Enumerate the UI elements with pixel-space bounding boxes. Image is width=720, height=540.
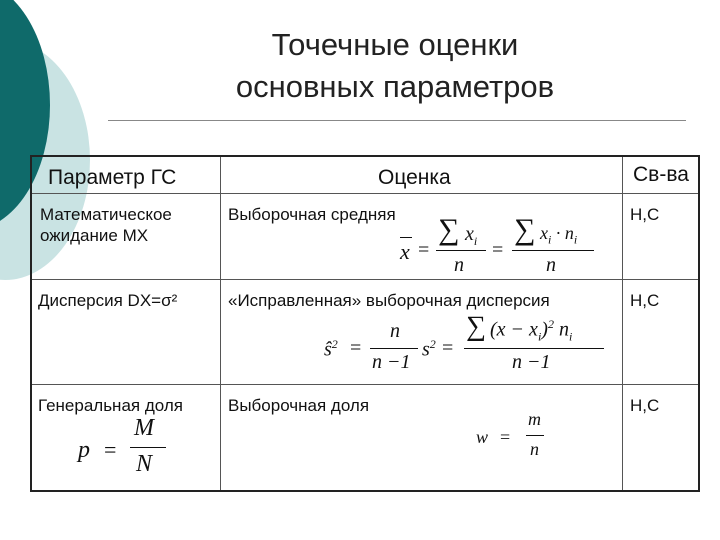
row-divider [32,193,698,194]
fraction-bar [464,348,604,349]
row1-param [40,204,172,246]
row1-param-line1: Математическое [40,205,172,224]
row3-props: Н,С [630,396,660,415]
row3-param: Генеральная доля [38,396,183,415]
title-underline [108,120,686,121]
fraction-bar [436,250,486,251]
title-line-2: основных параметров [235,69,555,104]
fraction-bar [130,447,166,448]
row1-props: Н,С [630,205,660,224]
row2-param: Дисперсия DX=σ² [38,291,178,310]
row2-props: Н,С [630,291,660,310]
title-line-1: Точечные оценки [271,27,519,62]
row-divider [32,279,698,280]
header-estimate: Оценка [378,166,451,189]
header-param: Параметр ГС [48,166,177,189]
row1-estimate: Выборочная средняя [228,205,396,224]
row1-param-line2: ожидание MX [40,226,149,245]
column-divider [220,157,221,490]
fraction-bar [370,348,418,349]
header-props: Св-ва [633,163,689,186]
slide-title [170,24,620,108]
row3-estimate: Выборочная доля [228,396,370,415]
parameters-table: Параметр ГС Оценка Св-ва Математическое ожидание MX Выборочная средняя Н,С x = ∑ $x_i$ n = ∑ $x_i \cdot n_i$ n Дисперсия DX=σ² «Исправленная» выборочная дисперсия Н,С $ŝ^2$ = n n −1 $s^2$ = ∑ $(x - x_i)^2$ $n_i$ n −1 Генеральная доля Выборочная доля Н,С p = M N w = m n [30,155,700,492]
fraction-bar [512,250,594,251]
column-divider [622,157,623,490]
overbar [400,237,412,238]
row-divider [32,384,698,385]
row2-estimate: «Исправленная» выборочная дисперсия [228,291,550,310]
fraction-bar [526,435,544,436]
